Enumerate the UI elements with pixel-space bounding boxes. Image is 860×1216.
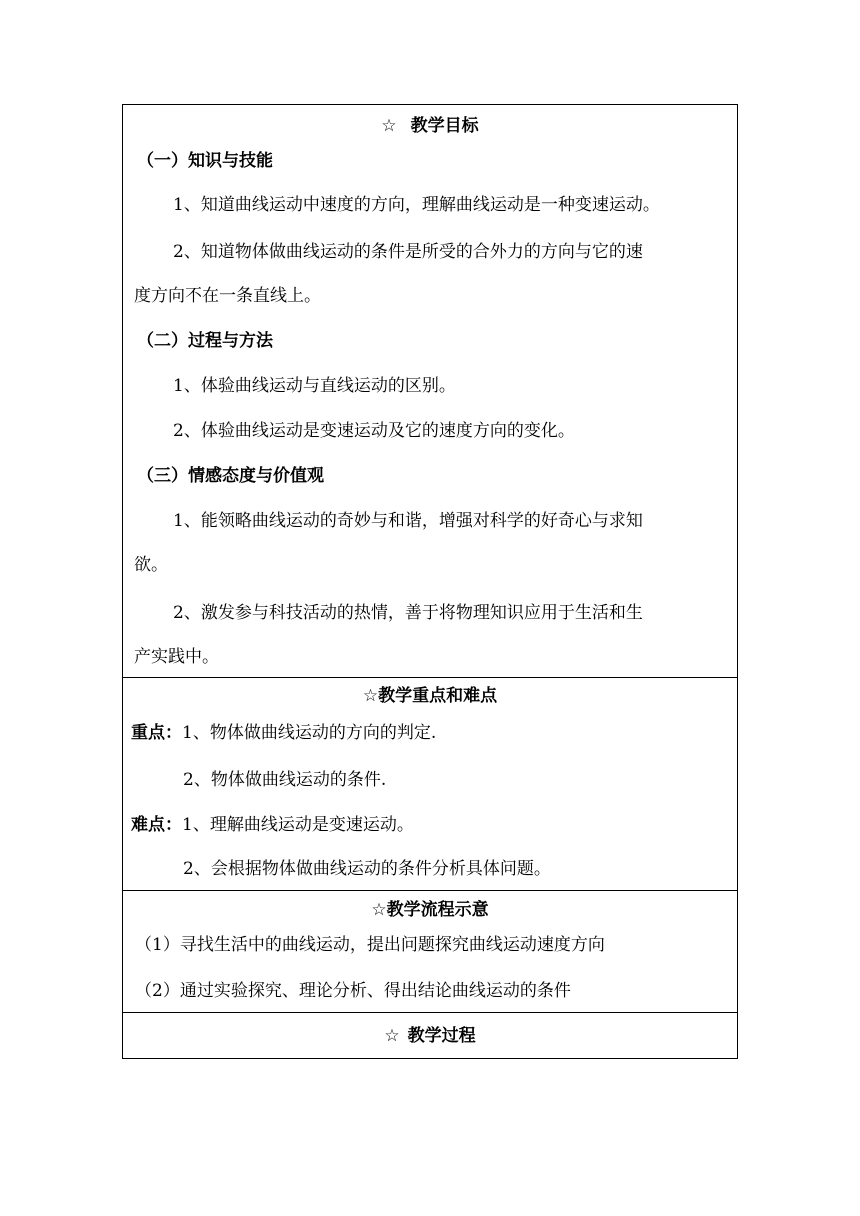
process-title: （二）过程与方法 <box>137 331 273 351</box>
knowledge-item-2-line-2: 度方向不在一条直线上。 <box>134 286 321 306</box>
knowledge-item-2-line-1: 2、知道物体做曲线运动的条件是所受的合外力的方向与它的速 <box>173 242 643 262</box>
flow-step-1: （1）寻找生活中的曲线运动，提出问题探究曲线运动速度方向 <box>135 935 605 955</box>
emotion-title: （三）情感态度与价值观 <box>137 466 324 486</box>
knowledge-title: （一）知识与技能 <box>137 151 273 171</box>
flow-step-2: （2）通过实验探究、理论分析、得出结论曲线运动的条件 <box>135 981 571 1001</box>
flow-section <box>123 891 737 1013</box>
objectives-heading: ☆ 教学目标 <box>381 116 479 136</box>
emotion-item-2-line-2: 产实践中。 <box>134 647 219 667</box>
difficulty-label: 难点： <box>131 815 182 835</box>
emotion-item-2-line-1: 2、激发参与科技活动的热情，善于将物理知识应用于生活和生 <box>173 603 643 623</box>
process-section <box>123 1013 737 1058</box>
focus-line-1 <box>131 722 436 744</box>
difficulty-item-2: 2、会根据物体做曲线运动的条件分析具体问题。 <box>183 859 551 879</box>
lesson-plan-table <box>122 104 738 1059</box>
focus-item-2: 2、物体做曲线运动的条件. <box>183 770 387 790</box>
focus-item-1: 1、物体做曲线运动的方向的判定. <box>182 723 437 743</box>
difficulty-item-1: 1、理解曲线运动是变速运动。 <box>182 815 414 835</box>
star-icon: ☆ <box>381 116 397 136</box>
process-item-1: 1、体验曲线运动与直线运动的区别。 <box>173 376 456 396</box>
key-points-section <box>123 678 737 891</box>
emotion-item-1-line-1: 1、能领略曲线运动的奇妙与和谐，增强对科学的好奇心与求知 <box>173 511 643 531</box>
difficulty-line-1 <box>131 814 414 836</box>
process-item-2: 2、体验曲线运动是变速运动及它的速度方向的变化。 <box>173 421 575 441</box>
star-icon: ☆ <box>384 1026 400 1046</box>
knowledge-item-1: 1、知道曲线运动中速度的方向，理解曲线运动是一种变速运动。 <box>173 195 660 215</box>
flow-heading: ☆教学流程示意 <box>371 900 489 920</box>
focus-label: 重点： <box>131 723 182 743</box>
emotion-item-1-line-2: 欲。 <box>134 555 168 575</box>
process-heading: ☆ 教学过程 <box>384 1026 476 1046</box>
objectives-section <box>123 105 737 678</box>
key-points-heading: ☆教学重点和难点 <box>362 686 498 706</box>
